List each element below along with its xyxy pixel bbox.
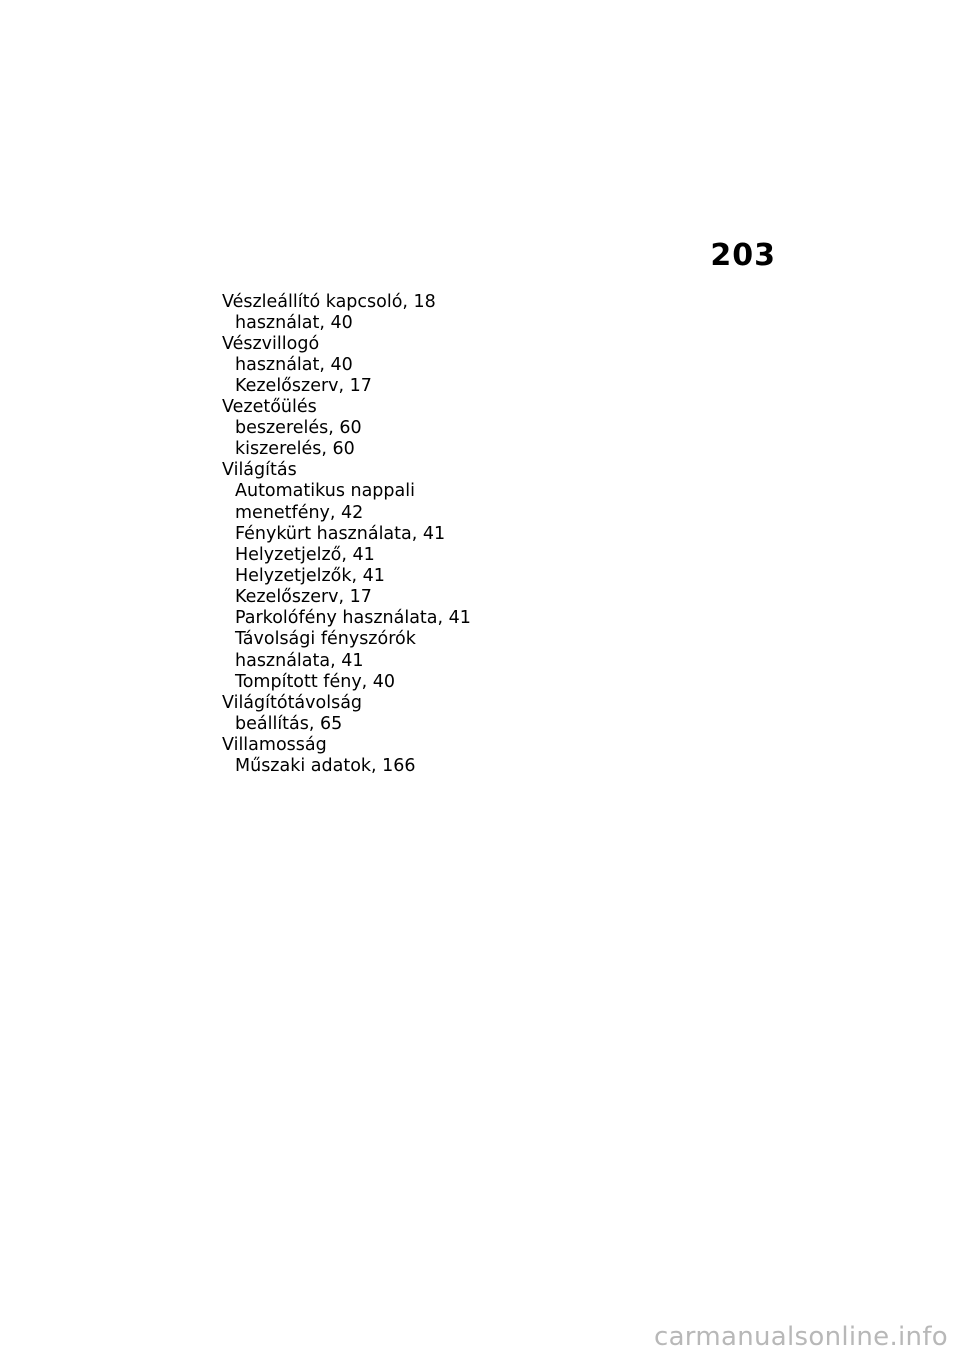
index-entry-main: Vezetőülés — [222, 397, 317, 417]
index-entry-sub: kiszerelés, 60 — [235, 439, 355, 459]
index-entry-sub: Tompított fény, 40 — [235, 672, 396, 692]
index-list — [222, 292, 522, 777]
index-entry-sub: használat, 40 — [235, 355, 353, 375]
index-entry-sub: Helyzetjelzők, 41 — [235, 566, 385, 586]
index-entry-main: Vészvillogó — [222, 334, 320, 354]
index-entry-sub: beszerelés, 60 — [235, 418, 362, 438]
index-entry-sub: használat, 40 — [235, 313, 353, 333]
index-entry-main: Világítótávolság — [222, 693, 363, 713]
index-entry-main: Világítás — [222, 460, 297, 480]
index-entry-continuation: használata, 41 — [235, 651, 364, 671]
index-entry-sub: Parkolófény használata, 41 — [235, 608, 471, 628]
index-entry-continuation: menetfény, 42 — [235, 503, 364, 523]
index-entry-main: Villamosság — [222, 735, 327, 755]
index-entry-sub: Fénykürt használata, 41 — [235, 524, 446, 544]
index-entry-sub: Műszaki adatok, 166 — [235, 756, 416, 776]
index-entry-sub: beállítás, 65 — [235, 714, 343, 734]
index-entry-sub: Helyzetjelző, 41 — [235, 545, 375, 565]
index-entry-sub: Kezelőszerv, 17 — [235, 376, 372, 396]
index-entry-main: Vészleállító kapcsoló, 18 — [222, 292, 436, 312]
index-entry-sub: Automatikus nappali — [235, 481, 415, 501]
page-number: 203 — [710, 238, 776, 273]
index-entry-sub: Kezelőszerv, 17 — [235, 587, 372, 607]
watermark: carmanualsonline.info — [653, 1322, 948, 1352]
index-entry-sub: Távolsági fényszórók — [235, 629, 416, 649]
